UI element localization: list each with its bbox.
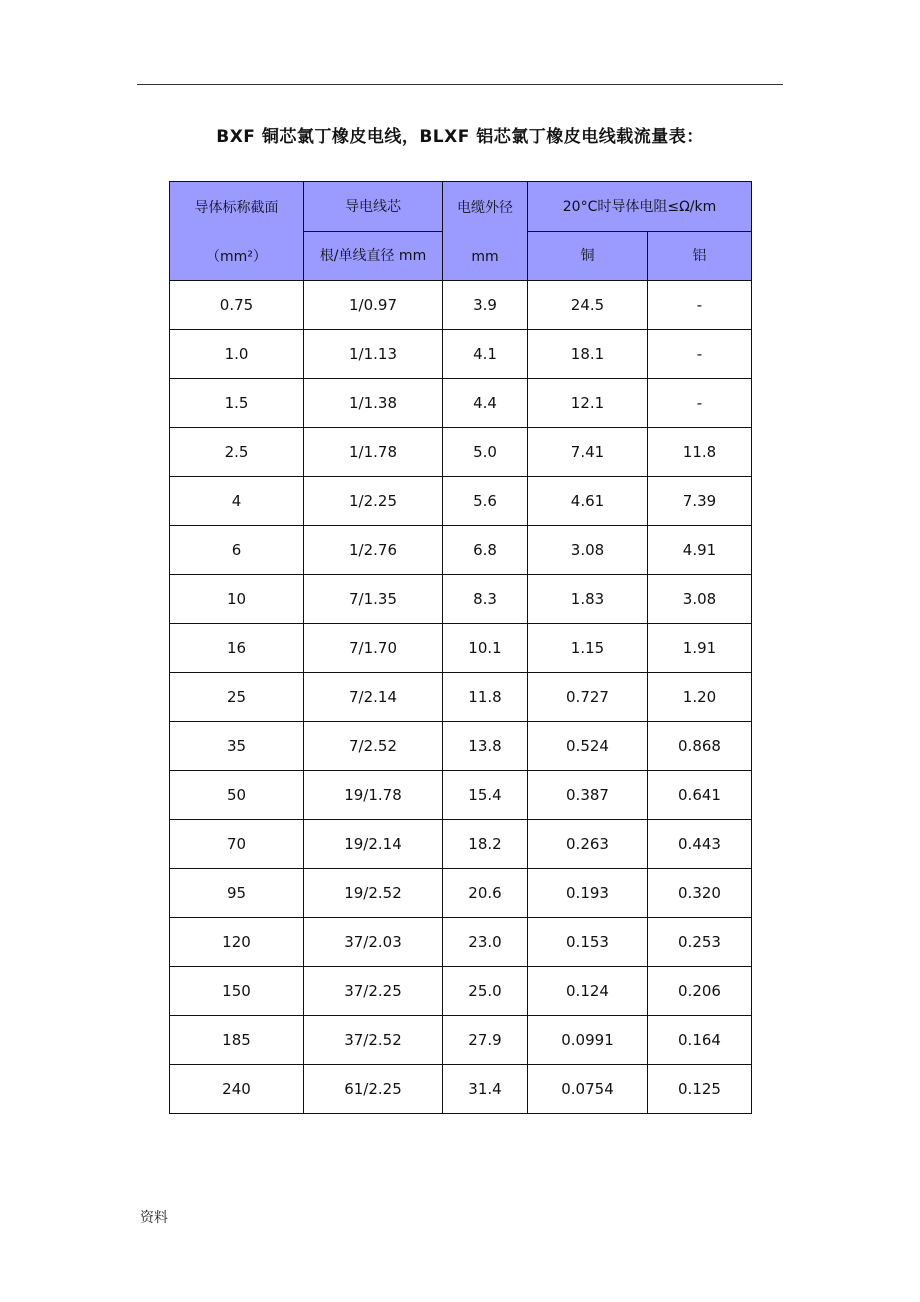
cell-section: 1.5 bbox=[170, 379, 304, 428]
table-row bbox=[170, 477, 752, 526]
cell-aluminum-resistance: 7.39 bbox=[648, 477, 752, 526]
cell-copper-resistance: 0.387 bbox=[528, 771, 648, 820]
cell-outer-diameter: 3.9 bbox=[443, 281, 528, 330]
header-section bbox=[170, 182, 304, 281]
cell-conductor: 37/2.52 bbox=[304, 1016, 443, 1065]
cell-copper-resistance: 0.727 bbox=[528, 673, 648, 722]
header-aluminum: 铝 bbox=[648, 232, 752, 281]
cell-aluminum-resistance: 3.08 bbox=[648, 575, 752, 624]
cell-copper-resistance: 0.0991 bbox=[528, 1016, 648, 1065]
table-row bbox=[170, 820, 752, 869]
cell-outer-diameter: 8.3 bbox=[443, 575, 528, 624]
table-row bbox=[170, 379, 752, 428]
cell-section: 25 bbox=[170, 673, 304, 722]
cell-aluminum-resistance: 4.91 bbox=[648, 526, 752, 575]
table-row bbox=[170, 967, 752, 1016]
cell-outer-diameter: 20.6 bbox=[443, 869, 528, 918]
cell-aluminum-resistance: 0.641 bbox=[648, 771, 752, 820]
cell-section: 6 bbox=[170, 526, 304, 575]
cell-copper-resistance: 7.41 bbox=[528, 428, 648, 477]
table-row bbox=[170, 1016, 752, 1065]
cell-conductor: 19/2.14 bbox=[304, 820, 443, 869]
table-row bbox=[170, 771, 752, 820]
cell-conductor: 61/2.25 bbox=[304, 1065, 443, 1114]
footer-text: 资料 bbox=[140, 1210, 168, 1226]
cell-aluminum-resistance: 0.443 bbox=[648, 820, 752, 869]
cell-conductor: 7/2.14 bbox=[304, 673, 443, 722]
header-outer-diameter-label: 电缆外径 bbox=[457, 200, 513, 216]
table-row bbox=[170, 575, 752, 624]
cell-outer-diameter: 31.4 bbox=[443, 1065, 528, 1114]
cell-aluminum-resistance: 11.8 bbox=[648, 428, 752, 477]
cell-aluminum-resistance: 0.206 bbox=[648, 967, 752, 1016]
cell-copper-resistance: 0.193 bbox=[528, 869, 648, 918]
cell-conductor: 1/1.78 bbox=[304, 428, 443, 477]
cell-section: 1.0 bbox=[170, 330, 304, 379]
table-row bbox=[170, 722, 752, 771]
cell-copper-resistance: 0.0754 bbox=[528, 1065, 648, 1114]
cell-copper-resistance: 3.08 bbox=[528, 526, 648, 575]
cell-section: 240 bbox=[170, 1065, 304, 1114]
cell-conductor: 19/2.52 bbox=[304, 869, 443, 918]
cell-copper-resistance: 18.1 bbox=[528, 330, 648, 379]
header-resistance: 20°C时导体电阻≤Ω/km bbox=[528, 182, 752, 232]
cell-outer-diameter: 27.9 bbox=[443, 1016, 528, 1065]
table-row bbox=[170, 624, 752, 673]
cell-copper-resistance: 24.5 bbox=[528, 281, 648, 330]
cell-aluminum-resistance: 0.320 bbox=[648, 869, 752, 918]
page-title: BXF 铜芯氯丁橡皮电线，BLXF 铝芯氯丁橡皮电线载流量表： bbox=[216, 127, 704, 147]
cell-conductor: 7/1.70 bbox=[304, 624, 443, 673]
cell-conductor: 7/2.52 bbox=[304, 722, 443, 771]
cell-section: 0.75 bbox=[170, 281, 304, 330]
cell-outer-diameter: 6.8 bbox=[443, 526, 528, 575]
header-conductor-sub: 根/单线直径 mm bbox=[304, 232, 443, 281]
cell-outer-diameter: 4.1 bbox=[443, 330, 528, 379]
cell-conductor: 37/2.25 bbox=[304, 967, 443, 1016]
cell-outer-diameter: 25.0 bbox=[443, 967, 528, 1016]
cable-spec-table bbox=[169, 181, 752, 1114]
cell-aluminum-resistance: - bbox=[648, 379, 752, 428]
cell-copper-resistance: 0.124 bbox=[528, 967, 648, 1016]
cell-conductor: 37/2.03 bbox=[304, 918, 443, 967]
cell-outer-diameter: 5.0 bbox=[443, 428, 528, 477]
cell-section: 95 bbox=[170, 869, 304, 918]
table-row bbox=[170, 673, 752, 722]
cell-outer-diameter: 11.8 bbox=[443, 673, 528, 722]
cell-outer-diameter: 10.1 bbox=[443, 624, 528, 673]
cell-conductor: 1/1.13 bbox=[304, 330, 443, 379]
header-row-1 bbox=[170, 182, 752, 232]
cell-conductor: 19/1.78 bbox=[304, 771, 443, 820]
header-conductor: 导电线芯 bbox=[304, 182, 443, 232]
cell-copper-resistance: 0.263 bbox=[528, 820, 648, 869]
cell-section: 4 bbox=[170, 477, 304, 526]
cell-section: 50 bbox=[170, 771, 304, 820]
cell-section: 16 bbox=[170, 624, 304, 673]
cell-conductor: 1/2.25 bbox=[304, 477, 443, 526]
cell-section: 10 bbox=[170, 575, 304, 624]
cell-aluminum-resistance: 0.868 bbox=[648, 722, 752, 771]
cell-conductor: 1/1.38 bbox=[304, 379, 443, 428]
cell-outer-diameter: 5.6 bbox=[443, 477, 528, 526]
cell-section: 120 bbox=[170, 918, 304, 967]
cell-section: 70 bbox=[170, 820, 304, 869]
table-row bbox=[170, 281, 752, 330]
header-outer-diameter bbox=[443, 182, 528, 281]
cell-section: 35 bbox=[170, 722, 304, 771]
cell-aluminum-resistance: 0.253 bbox=[648, 918, 752, 967]
header-section-label: 导体标称截面 bbox=[194, 200, 279, 216]
cell-aluminum-resistance: - bbox=[648, 281, 752, 330]
cell-copper-resistance: 0.153 bbox=[528, 918, 648, 967]
cell-section: 185 bbox=[170, 1016, 304, 1065]
cell-copper-resistance: 0.524 bbox=[528, 722, 648, 771]
cell-aluminum-resistance: - bbox=[648, 330, 752, 379]
cell-conductor: 1/0.97 bbox=[304, 281, 443, 330]
cell-copper-resistance: 12.1 bbox=[528, 379, 648, 428]
table-row bbox=[170, 918, 752, 967]
cell-outer-diameter: 15.4 bbox=[443, 771, 528, 820]
cell-copper-resistance: 1.15 bbox=[528, 624, 648, 673]
table-row bbox=[170, 1065, 752, 1114]
cell-outer-diameter: 4.4 bbox=[443, 379, 528, 428]
cell-outer-diameter: 23.0 bbox=[443, 918, 528, 967]
cell-outer-diameter: 13.8 bbox=[443, 722, 528, 771]
cell-aluminum-resistance: 0.164 bbox=[648, 1016, 752, 1065]
cell-conductor: 1/2.76 bbox=[304, 526, 443, 575]
header-rule bbox=[137, 84, 783, 85]
cell-aluminum-resistance: 0.125 bbox=[648, 1065, 752, 1114]
cell-copper-resistance: 1.83 bbox=[528, 575, 648, 624]
table-row bbox=[170, 330, 752, 379]
cell-section: 150 bbox=[170, 967, 304, 1016]
cell-copper-resistance: 4.61 bbox=[528, 477, 648, 526]
table-row bbox=[170, 869, 752, 918]
cell-conductor: 7/1.35 bbox=[304, 575, 443, 624]
table-row bbox=[170, 428, 752, 477]
cell-section: 2.5 bbox=[170, 428, 304, 477]
cell-aluminum-resistance: 1.20 bbox=[648, 673, 752, 722]
table-row bbox=[170, 526, 752, 575]
header-copper: 铜 bbox=[528, 232, 648, 281]
cell-aluminum-resistance: 1.91 bbox=[648, 624, 752, 673]
header-section-unit: （mm²） bbox=[206, 249, 267, 265]
header-outer-diameter-unit: mm bbox=[471, 249, 499, 265]
cell-outer-diameter: 18.2 bbox=[443, 820, 528, 869]
